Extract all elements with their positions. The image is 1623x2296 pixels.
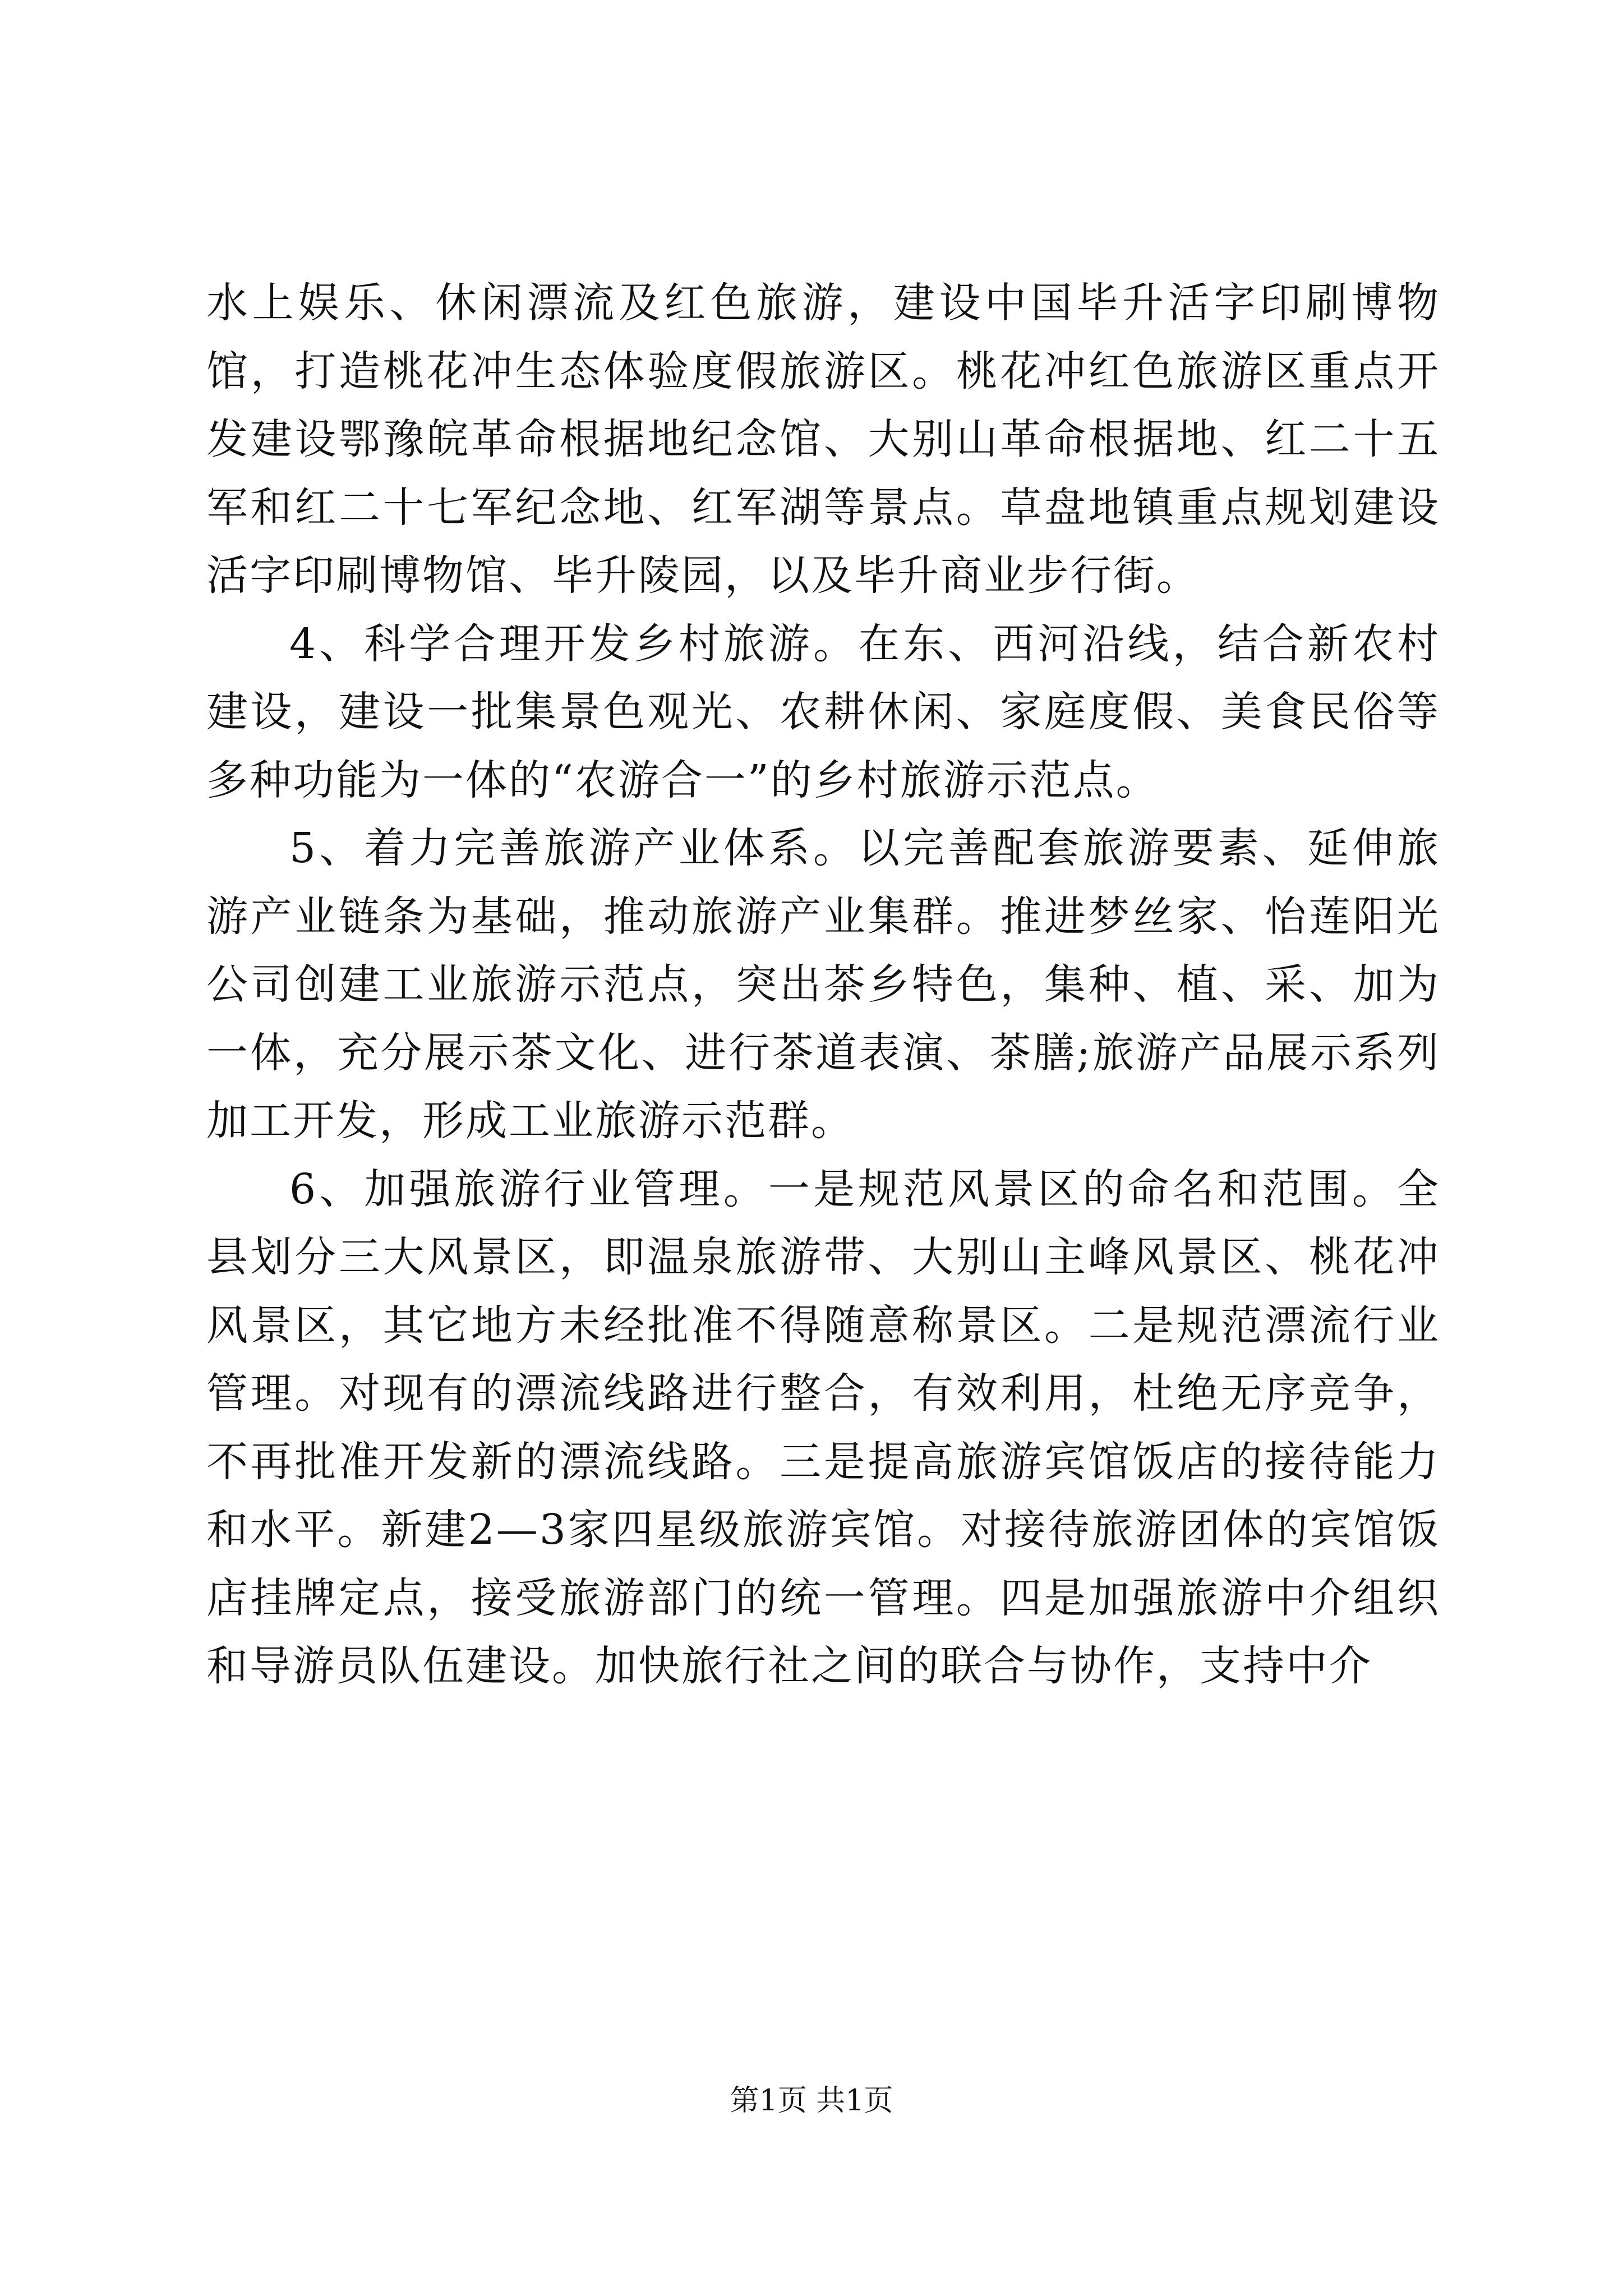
- paragraph-industry-system: 5、着力完善旅游产业体系。以完善配套旅游要素、延伸旅游产业链条为基础，推动旅游产业集群。推进梦丝家、怡莲阳光公司创建工业旅游示范点，突出茶乡特色，集种、植、采、加为一体，充分展示茶文化、进行茶道表演、茶膳;旅游产品展示系列加工开发，形成工业旅游示范群。: [206, 824, 1440, 1145]
- paragraph-continuation: 水上娱乐、休闲漂流及红色旅游，建设中国毕升活字印刷博物馆，打造桃花冲生态体验度假旅游区。桃花冲红色旅游区重点开发建设鄂豫皖革命根据地纪念馆、大别山革命根据地、红二十五军和红二十七军纪念地、红军湖等景点。草盘地镇重点规划建设活字印刷博物馆、毕升陵园，以及毕升商业步行街。: [206, 279, 1440, 600]
- page-footer: 第1页 共1页: [730, 2084, 893, 2118]
- paragraph-rural-tourism: 4、科学合理开发乡村旅游。在东、西河沿线，结合新农村建设，建设一批集景色观光、农耕休闲、家庭度假、美食民俗等多种功能为一体的“农游合一”的乡村旅游示范点。: [206, 619, 1440, 804]
- document-body: [206, 269, 1440, 1701]
- paragraph-industry-management: 6、加强旅游行业管理。一是规范风景区的命名和范围。全县划分三大风景区，即温泉旅游带、大别山主峰风景区、桃花冲风景区，其它地方未经批准不得随意称景区。二是规范漂流行业管理。对现有的漂流线路进行整合，有效利用，杜绝无序竞争，不再批准开发新的漂流线路。三是提高旅游宾馆饭店的接待能力和水平。新建2—3家四星级旅游宾馆。对接待旅游团体的宾馆饭店挂牌定点，接受旅游部门的统一管理。四是加强旅游中介组织和导游员队伍建设。加快旅行社之间的联合与协作，支持中介: [206, 1165, 1440, 1690]
